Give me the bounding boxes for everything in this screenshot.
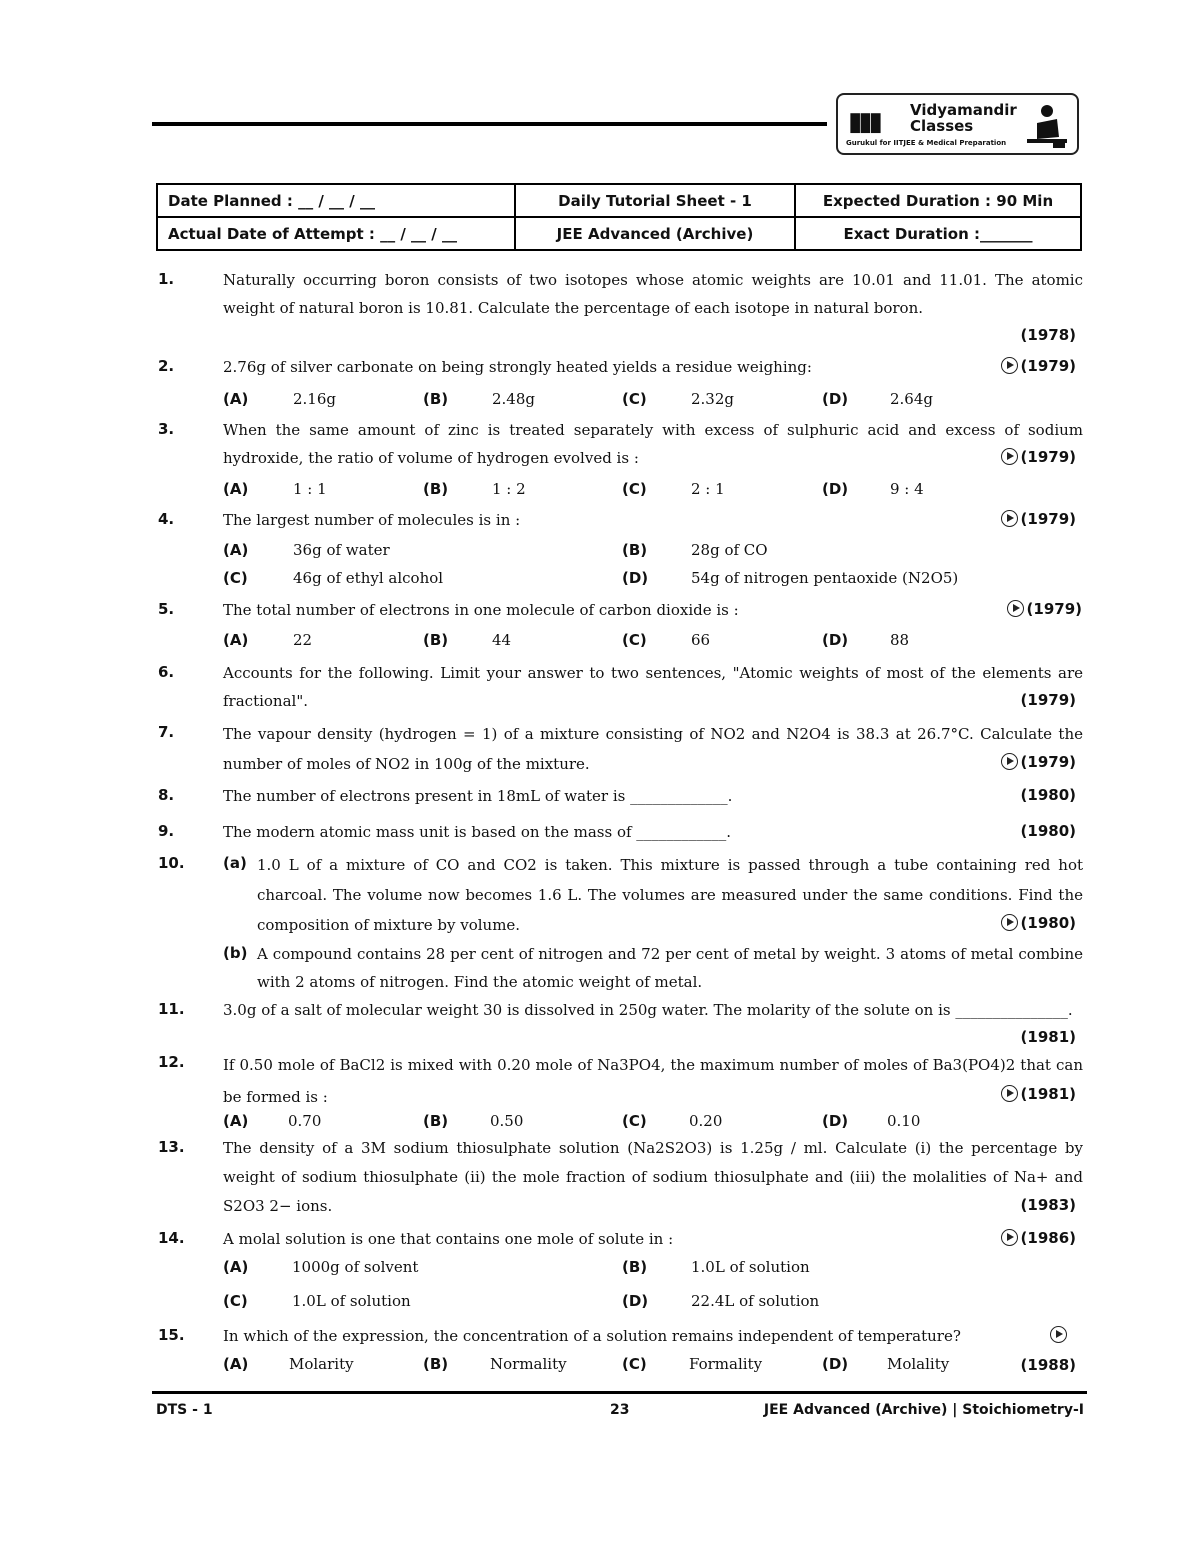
graduate-desk-icon bbox=[1023, 99, 1069, 149]
option-text: 54g of nitrogen pentaoxide (N2O5) bbox=[691, 569, 959, 587]
question-number: 7. bbox=[158, 723, 175, 741]
question-year: (1988) bbox=[1020, 1356, 1076, 1374]
question-text: In which of the expression, the concentration of a solution remains independent of temperature? bbox=[223, 1327, 961, 1345]
question-text: Accounts for the following. Limit your answer to two sentences, "Atomic weights of most of the elements are fractional". bbox=[223, 664, 1083, 710]
footer-sheet: DTS - 1 bbox=[156, 1402, 213, 1418]
question-year: (1980) bbox=[1020, 822, 1076, 840]
question-year: (1983) bbox=[1020, 1196, 1076, 1214]
option-text: 46g of ethyl alcohol bbox=[293, 569, 444, 587]
question-text: The modern atomic mass unit is based on the mass of ____________. bbox=[223, 823, 732, 841]
question-number: 11. bbox=[158, 1000, 185, 1018]
option-text: Molality bbox=[887, 1355, 950, 1373]
actual-date: Actual Date of Attempt : __ / __ / __ bbox=[157, 217, 515, 250]
expected-duration: Expected Duration : 90 Min bbox=[795, 184, 1081, 217]
option-label: (C) bbox=[622, 631, 647, 649]
option-label: (D) bbox=[822, 480, 849, 498]
option-label: (A) bbox=[223, 541, 249, 559]
option-text: 88 bbox=[890, 631, 910, 649]
option-label: (C) bbox=[622, 390, 647, 408]
option-text: 2.32g bbox=[691, 390, 735, 408]
option-text: 2.16g bbox=[293, 390, 337, 408]
question-text: The largest number of molecules is in : bbox=[223, 511, 521, 529]
question-number: 13. bbox=[158, 1138, 185, 1156]
video-play-icon[interactable] bbox=[1001, 448, 1018, 465]
footer-subject: JEE Advanced (Archive) | Stoichiometry-I bbox=[763, 1402, 1084, 1418]
option-text: Molarity bbox=[289, 1355, 354, 1373]
brand-logo bbox=[836, 93, 1079, 155]
option-label: (D) bbox=[622, 1292, 649, 1310]
option-text: 1 : 1 bbox=[293, 480, 327, 498]
option-text: 2 : 1 bbox=[691, 480, 725, 498]
option-text: 0.50 bbox=[490, 1112, 524, 1130]
option-text: 2.48g bbox=[492, 390, 536, 408]
question-year: (1981) bbox=[1001, 1085, 1076, 1103]
option-text: 9 : 4 bbox=[890, 480, 924, 498]
option-text: 22.4L of solution bbox=[691, 1292, 820, 1310]
part-text: 1.0 L of a mixture of CO and CO2 is taken. This mixture is passed through a tube containing red hot charcoal. The volume now becomes 1.6 L. The volumes are measured under the same conditions. Find the composition of mixture by volume. bbox=[257, 856, 1083, 934]
option-text: Formality bbox=[689, 1355, 763, 1373]
option-text: 1000g of solvent bbox=[292, 1258, 419, 1276]
video-play-icon[interactable] bbox=[1007, 600, 1024, 617]
option-text: 66 bbox=[691, 631, 711, 649]
question-text: When the same amount of zinc is treated separately with excess of sulphuric acid and excess of sodium hydroxide, the ratio of volume of hydrogen evolved is : bbox=[223, 421, 1083, 467]
video-play-icon[interactable] bbox=[1001, 753, 1018, 770]
part-text: A compound contains 28 per cent of nitrogen and 72 per cent of metal by weight. 3 atoms of metal combine with 2 atoms of nitrogen. Find the atomic weight of metal. bbox=[257, 945, 1083, 991]
question-text: The vapour density (hydrogen = 1) of a mixture consisting of NO2 and N2O4 is 38.3 at 26.7°C. Calculate the number of moles of NO2 in 100g of the mixture. bbox=[223, 725, 1083, 773]
option-label: (B) bbox=[423, 480, 449, 498]
video-play-icon[interactable] bbox=[1001, 1085, 1018, 1102]
question-number: 14. bbox=[158, 1229, 185, 1247]
option-label: (B) bbox=[423, 631, 449, 649]
video-play-icon[interactable] bbox=[1001, 1229, 1018, 1246]
question-text: Naturally occurring boron consists of two isotopes whose atomic weights are 10.01 and 11.01. The atomic weight of natural boron is 10.81. Calculate the percentage of each isotope in natural boron. bbox=[223, 271, 1083, 317]
question-year: (1979) bbox=[1001, 753, 1076, 771]
option-label: (C) bbox=[223, 1292, 248, 1310]
option-label: (A) bbox=[223, 1258, 249, 1276]
question-text: The density of a 3M sodium thiosulphate solution (Na2S2O3) is 1.25g / ml. Calculate (i) the percentage by weight of sodium thiosulphate (ii) the mole fraction of sodium thiosulphate and (iii) the molalities of Na+ and S2O3 2− ions. bbox=[223, 1139, 1083, 1215]
option-text: 1.0L of solution bbox=[691, 1258, 810, 1276]
question-text: The total number of electrons in one molecule of carbon dioxide is : bbox=[223, 601, 739, 619]
question-number: 3. bbox=[158, 420, 175, 438]
question-year: (1986) bbox=[1001, 1229, 1076, 1247]
logo-tagline: Gurukul for IITJEE & Medical Preparation bbox=[846, 139, 1007, 147]
logo-name-1: Vidyamandir bbox=[910, 101, 1017, 119]
option-label: (C) bbox=[622, 480, 647, 498]
video-play-icon[interactable] bbox=[1001, 914, 1018, 931]
question-year: (1979) bbox=[1001, 448, 1076, 466]
option-text: 1 : 2 bbox=[492, 480, 526, 498]
question-text: 3.0g of a salt of molecular weight 30 is dissolved in 250g water. The molarity of the solute on is _______________. bbox=[223, 1001, 1073, 1019]
option-text: 22 bbox=[293, 631, 313, 649]
option-text: 44 bbox=[492, 631, 512, 649]
option-label: (B) bbox=[423, 1112, 449, 1130]
question-year: (1979) bbox=[1001, 357, 1076, 375]
part-label: (b) bbox=[223, 944, 248, 962]
video-play-icon[interactable] bbox=[1001, 357, 1018, 374]
question-number: 15. bbox=[158, 1326, 185, 1344]
question-number: 8. bbox=[158, 786, 175, 804]
option-text: 2.64g bbox=[890, 390, 934, 408]
video-play-icon[interactable] bbox=[1001, 510, 1018, 527]
option-text: 1.0L of solution bbox=[292, 1292, 411, 1310]
exact-duration: Exact Duration :_______ bbox=[795, 217, 1081, 250]
logo-name-2: Classes bbox=[910, 117, 974, 135]
option-text: 0.10 bbox=[887, 1112, 921, 1130]
question-number: 10. bbox=[158, 854, 185, 872]
option-text: Normality bbox=[490, 1355, 567, 1373]
question-year: (1978) bbox=[1020, 326, 1076, 344]
option-label: (A) bbox=[223, 390, 249, 408]
option-text: 36g of water bbox=[293, 541, 390, 559]
option-label: (A) bbox=[223, 1355, 249, 1373]
books-icon: ▮▮▮ bbox=[848, 107, 879, 137]
question-number: 5. bbox=[158, 600, 175, 618]
question-number: 4. bbox=[158, 510, 175, 528]
video-play-icon[interactable] bbox=[1050, 1326, 1067, 1343]
question-year: (1979) bbox=[1020, 691, 1076, 709]
exam-name: JEE Advanced (Archive) bbox=[515, 217, 795, 250]
option-text: 0.70 bbox=[288, 1112, 322, 1130]
option-label: (D) bbox=[622, 569, 649, 587]
question-text: A molal solution is one that contains one mole of solute in : bbox=[223, 1230, 674, 1248]
option-text: 0.20 bbox=[689, 1112, 723, 1130]
question-year: (1980) bbox=[1020, 786, 1076, 804]
part-label: (a) bbox=[223, 854, 247, 872]
question-year: (1979) bbox=[1001, 510, 1076, 528]
option-label: (B) bbox=[622, 1258, 648, 1276]
question-year: (1981) bbox=[1020, 1028, 1076, 1046]
option-label: (B) bbox=[423, 1355, 449, 1373]
option-label: (C) bbox=[622, 1112, 647, 1130]
question-year: (1979) bbox=[1007, 600, 1082, 618]
option-label: (C) bbox=[223, 569, 248, 587]
header-rule bbox=[152, 122, 827, 126]
option-label: (A) bbox=[223, 480, 249, 498]
question-year: (1980) bbox=[1001, 914, 1076, 932]
sheet-title: Daily Tutorial Sheet - 1 bbox=[515, 184, 795, 217]
question-number: 6. bbox=[158, 663, 175, 681]
question-text: The number of electrons present in 18mL of water is _____________. bbox=[223, 787, 733, 805]
question-number: 9. bbox=[158, 822, 175, 840]
option-label: (A) bbox=[223, 1112, 249, 1130]
option-label: (D) bbox=[822, 1355, 849, 1373]
question-text: If 0.50 mole of BaCl2 is mixed with 0.20 mole of Na3PO4, the maximum number of moles of Ba3(PO4)2 that can be formed is : bbox=[223, 1056, 1083, 1106]
option-label: (B) bbox=[622, 541, 648, 559]
option-label: (D) bbox=[822, 631, 849, 649]
question-number: 12. bbox=[158, 1053, 185, 1071]
option-text: 28g of CO bbox=[691, 541, 768, 559]
footer-rule bbox=[152, 1391, 1087, 1394]
question-text: 2.76g of silver carbonate on being strongly heated yields a residue weighing: bbox=[223, 358, 812, 376]
option-label: (D) bbox=[822, 1112, 849, 1130]
page-number: 23 bbox=[610, 1402, 630, 1418]
question-number: 2. bbox=[158, 357, 175, 375]
option-label: (D) bbox=[822, 390, 849, 408]
option-label: (C) bbox=[622, 1355, 647, 1373]
option-label: (B) bbox=[423, 390, 449, 408]
question-number: 1. bbox=[158, 270, 175, 288]
option-label: (A) bbox=[223, 631, 249, 649]
date-planned: Date Planned : __ / __ / __ bbox=[157, 184, 515, 217]
sheet-info-table bbox=[156, 183, 1082, 251]
